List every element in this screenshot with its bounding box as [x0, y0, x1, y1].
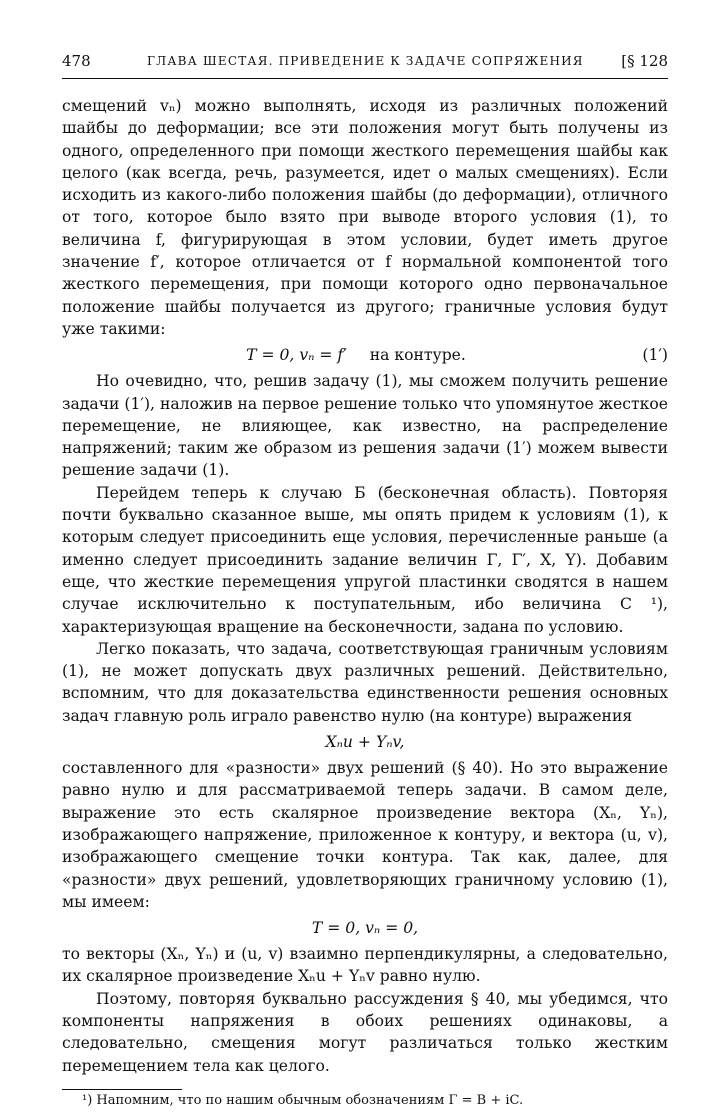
page [62, 52, 668, 1112]
chapter-title: ГЛАВА ШЕСТАЯ. ПРИВЕДЕНИЕ К ЗАДАЧЕ СОПРЯЖЕНИЯ [147, 54, 584, 68]
formula-2-expression: Xₙu + Yₙv, [325, 733, 405, 752]
paragraph-7: Поэтому, повторяя буквально рассуждения § 40, мы убедимся, что компоненты напряжения в обоих решениях одинаковы, а следовательно, смещения могут различаться только жестким перемещением тела как целого. [62, 989, 668, 1075]
formula-1-text: на контуре. [369, 346, 466, 365]
formula-3-expression: T = 0, vₙ = 0, [311, 919, 419, 938]
formula-3 [62, 913, 668, 943]
paragraph-2: Но очевидно, что, решив задачу (1), мы сможем получить решение задачи (1′), наложив на первое решение только что упомянутое жесткое перемещение, не влияющее, как известно, на распределение напряжений; таким же образом из решения задачи (1′) можем вывести решение задачи (1). [62, 372, 668, 480]
main-text [62, 95, 668, 1112]
formula-1 [62, 340, 668, 370]
paragraph-5: составленного для «разности» двух решений (§ 40). Но это выражение равно нулю и для рассматриваемой теперь задачи. В самом деле, выражение это есть скалярное произведение вектора (Xₙ, Yₙ), изображающего напряжение, приложенное к контуру, и вектора (u, v), изображающего смещение точки контура. Так как, далее, для «разности» двух решений, удовлетворяющих граничному условию (1), мы имеем: [62, 759, 668, 911]
paragraph-4: Легко показать, что задача, соответствующая граничным условиям (1), не может допускать двух различных решений. Действительно, вспомним, что для доказательства единственности решения основных задач главную роль играло равенство нулю (на контуре) выражения [62, 639, 668, 725]
section-marker: [§ 128 [621, 52, 668, 70]
formula-2 [62, 727, 668, 757]
paragraph-3: Перейдем теперь к случаю Б (бесконечная область). Повторяя почти буквально сказанное выше, мы опять придем к условиям (1), к которым следует присоединить еще условия, перечисленные раньше (а именно следует присоединить задание величин Γ, Γ′, X, Y). Добавим еще, что жесткие перемещения упругой пластинки сводятся в нашем случае исключительно к поступательным, ибо величина C ¹), характеризующая вращение на бесконечности, задана по условию. [62, 483, 668, 636]
running-header [62, 52, 668, 79]
paragraph-1: смещений vₙ) можно выполнять, исходя из различных положений шайбы до деформации; все эти положения могут быть получены из одного, определенного при помощи жесткого перемещения шайбы как целого (как всегда, речь, разумеется, идет о малых смещениях). Если исходить из какого-либо положения шайбы (до деформации), отличного от того, которое было взято при выводе второго условия (1), то величина f, фигурирующая в этом условии, будет иметь другое значение f′, которое отличается от f нормальной компонентой того жесткого перемещения, при помощи которого одно первоначальное положение шайбы получается из другого; граничные условия будут уже такими: [62, 97, 668, 338]
paragraph-6: то векторы (Xₙ, Yₙ) и (u, v) взаимно перпендикулярны, а следовательно, их скалярное произведение Xₙu + Yₙv равно нулю. [62, 945, 668, 986]
formula-1-number: (1′) [642, 346, 668, 365]
formula-1-expression: T = 0, vₙ = f′ [246, 346, 347, 365]
footnote: ¹) Напомним, что по нашим обычным обозначениям Γ = B + iC. [82, 1092, 524, 1108]
page-number: 478 [62, 52, 91, 70]
